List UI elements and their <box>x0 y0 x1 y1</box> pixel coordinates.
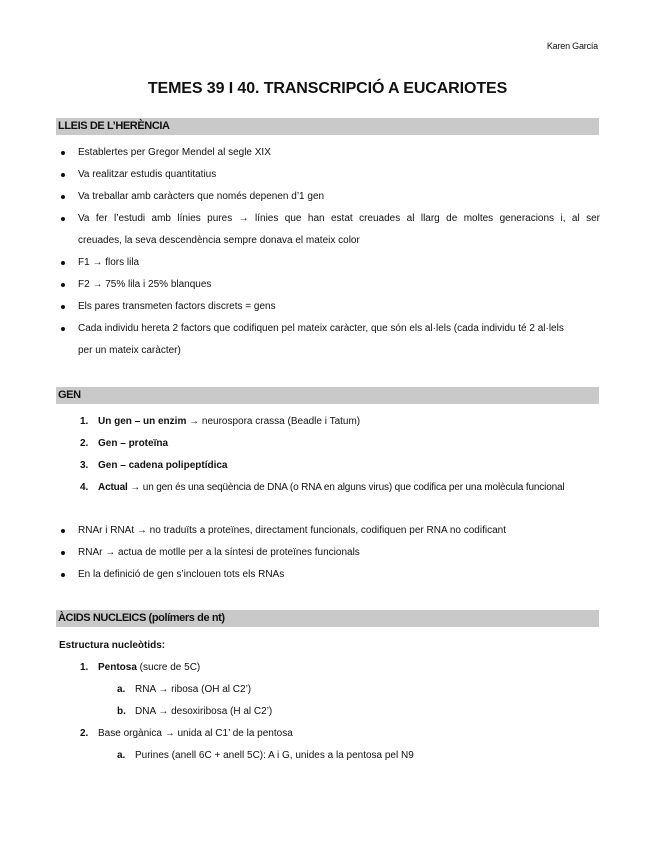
list-item: Va treballar amb caràcters que només depenen d’1 gen <box>78 191 325 202</box>
list-item: En la definició de gen s’inclouen tots els RNAs <box>78 569 285 580</box>
list-number: 2. <box>80 728 89 739</box>
numbered-item-bold: Pentosa <box>98 662 137 673</box>
bullet-icon <box>61 173 65 177</box>
bullet-icon <box>61 551 65 555</box>
list-item: RNAr i RNAt → no traduïts a proteïnes, directament funcionals, codifiquen per RNA no codificant <box>78 525 506 536</box>
numbered-item-rest: (sucre de 5C) <box>136 662 201 673</box>
document-title: TEMES 39 I 40. TRANSCRIPCIÓ A EUCARIOTES <box>147 80 508 97</box>
numbered-item-rest: → un gen és una seqüència de DNA (o RNA en alguns virus) que codifica per una molècula funcional <box>127 482 565 493</box>
list-item: F2 → 75% lila i 25% blanques <box>78 279 212 290</box>
numbered-item <box>98 416 360 428</box>
list-number: 4. <box>80 482 89 493</box>
numbered-item-bold: Actual <box>98 482 128 493</box>
sub-item: RNA → ribosa (OH al C2’) <box>135 684 252 695</box>
section-heading-acids: ÀCIDS NUCLEICS (polímers de nt) <box>56 610 599 627</box>
list-item: Cada individu hereta 2 factors que codifiquen pel mateix caràcter, que són els al·lels (cada individu té 2 al·lels <box>78 323 564 334</box>
list-item-continuation: per un mateix caràcter) <box>78 345 181 356</box>
numbered-item: Base orgànica → unida al C1’ de la pentosa <box>98 728 293 739</box>
subheading: Estructura nucleòtids: <box>59 640 166 651</box>
list-item: Va realitzar estudis quantitatius <box>78 169 217 180</box>
list-number: 1. <box>80 416 89 427</box>
bullet-icon <box>61 305 65 309</box>
list-letter: a. <box>117 684 126 695</box>
numbered-item <box>98 482 565 494</box>
section-heading-herencia: LLEIS DE L’HERÈNCIA <box>56 118 599 135</box>
list-item: F1 → flors lila <box>78 257 140 268</box>
numbered-item <box>98 438 168 450</box>
bullet-icon <box>61 327 65 331</box>
numbered-item <box>98 662 200 674</box>
list-item: Va fer l’estudi amb línies pures → línies que han estat creuades al llarg de moltes generacions i, al ser <box>78 213 600 224</box>
sub-item: Purines (anell 6C + anell 5C): A i G, unides a la pentosa pel N9 <box>135 750 414 761</box>
numbered-item <box>98 460 227 472</box>
bullet-icon <box>61 151 65 155</box>
list-item-continuation: creuades, la seva descendència sempre donava el mateix color <box>78 235 360 246</box>
list-number: 2. <box>80 438 89 449</box>
bullet-icon <box>61 195 65 199</box>
list-item: Els pares transmeten factors discrets = gens <box>78 301 276 312</box>
numbered-item-bold: Gen – cadena polipeptídica <box>98 460 228 471</box>
bullet-icon <box>61 261 65 265</box>
list-item: Establertes per Gregor Mendel al segle XIX <box>78 147 271 158</box>
numbered-item-rest: → neurospora crassa (Beadle i Tatum) <box>186 416 361 427</box>
author-name: Karen García <box>546 41 598 51</box>
numbered-item-bold: Gen – proteïna <box>98 438 169 449</box>
list-letter: b. <box>117 706 126 717</box>
bullet-icon <box>61 217 65 221</box>
list-number: 1. <box>80 662 89 673</box>
bullet-icon <box>61 529 65 533</box>
bullet-icon <box>61 283 65 287</box>
bullet-icon <box>61 573 65 577</box>
list-number: 3. <box>80 460 89 471</box>
section-heading-gen: GEN <box>56 387 599 404</box>
list-letter: a. <box>117 750 126 761</box>
numbered-item-bold: Un gen – un enzim <box>98 416 187 427</box>
list-item: RNAr → actua de motlle per a la síntesi de proteïnes funcionals <box>78 547 360 558</box>
sub-item: DNA → desoxiribosa (H al C2’) <box>135 706 273 717</box>
